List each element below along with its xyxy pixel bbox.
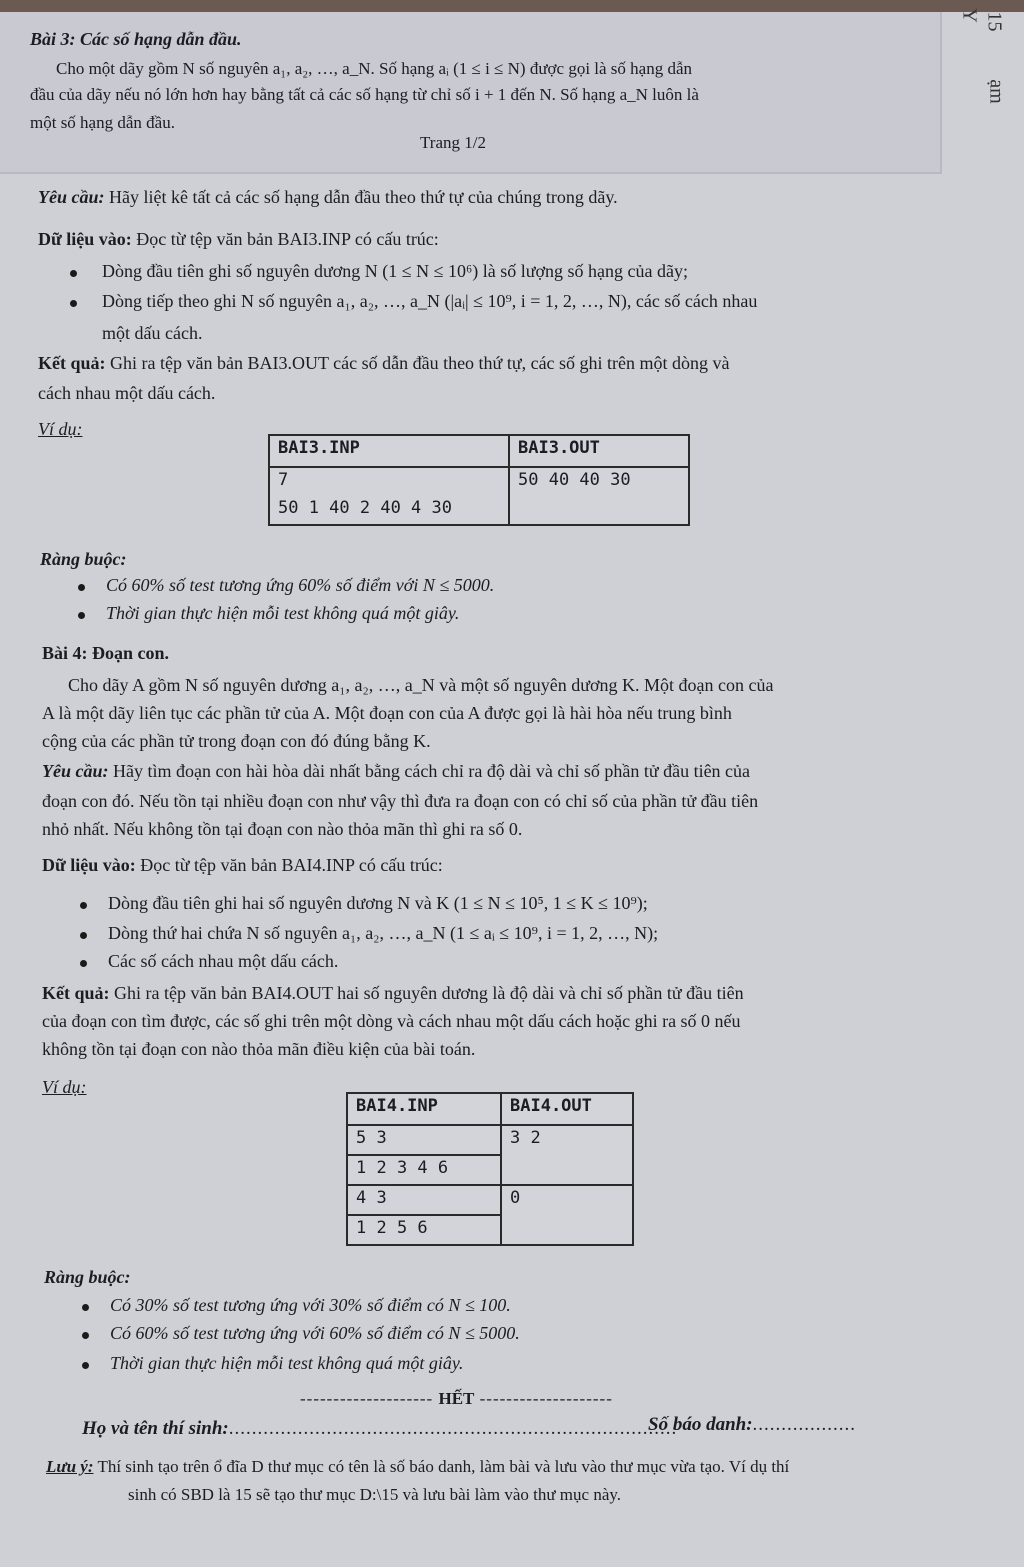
bai4-output-line1: Ghi ra tệp văn bản BAI4.OUT hai số nguyên dương là độ dài và chỉ số phần tử đầu tiên <box>114 983 744 1003</box>
bullet <box>82 1362 89 1369</box>
bai3-input-text: Đọc từ tệp văn bản BAI3.INP có cấu trúc: <box>136 229 439 249</box>
bai4-input-label: Dữ liệu vào: <box>42 855 136 875</box>
bai4-yeu-cau-line3: nhỏ nhất. Nếu không tồn tại đoạn con nào thỏa mãn thì ghi ra số 0. <box>42 819 523 839</box>
note-line2: sinh có SBD là 15 sẽ tạo thư mục D:\15 và lưu bài làm vào thư mục này. <box>128 1485 622 1504</box>
bai4-output-line2: của đoạn con tìm được, các số ghi trên một dòng và cách nhau một dấu cách hoặc ghi ra số 0 nếu <box>42 1011 741 1031</box>
margin-mark-2: 15 <box>983 11 1006 32</box>
bai3-output-label: Kết quả: <box>38 353 106 373</box>
bai3-input-label: Dữ liệu vào: <box>38 229 132 249</box>
bullet <box>70 300 77 307</box>
bai4-table-r1-inp2: 1 2 3 4 6 <box>347 1155 501 1185</box>
bullet <box>80 960 87 967</box>
bullet <box>80 902 87 909</box>
bullet <box>82 1332 89 1339</box>
bullet <box>80 932 87 939</box>
margin-mark-3: ạm <box>985 79 1008 104</box>
bai4-constraint2: Có 60% số test tương ứng với 60% số điểm có N ≤ 5000. <box>110 1323 520 1343</box>
bai3-constraint2: Thời gian thực hiện mỗi test không quá một giây. <box>106 603 460 623</box>
bai3-example-table <box>268 434 690 526</box>
note-line1 <box>46 1456 789 1478</box>
bai3-input-bullet2a: Dòng tiếp theo ghi N số nguyên a₁, a₂, …, a_N (|aᵢ| ≤ 10⁹, i = 1, 2, …, N), các số cách nhau <box>102 291 758 311</box>
bai4-input-bullet2: Dòng thứ hai chứa N số nguyên a₁, a₂, …, a_N (1 ≤ aᵢ ≤ 10⁹, i = 1, 2, …, N); <box>108 923 659 943</box>
bai4-output-label: Kết quả: <box>42 983 110 1003</box>
note-text1: Thí sinh tạo trên ổ đĩa D thư mục có tên là số báo danh, làm bài và lưu vào thư mục vừa tạo. Ví dụ thí <box>97 1457 790 1476</box>
sbd-label: Số báo danh: <box>648 1414 753 1435</box>
bullet <box>82 1304 89 1311</box>
bai3-table-header-out: BAI3.OUT <box>509 435 689 467</box>
bai4-table-header-out: BAI4.OUT <box>501 1093 633 1125</box>
note-label: Lưu ý: <box>46 1457 94 1476</box>
bai4-intro-line2: A là một dãy liên tục các phần tử của A. Một đoạn con của A được gọi là hài hòa nếu trung bình <box>42 703 732 723</box>
bai3-intro-line1: Cho một dãy gồm N số nguyên a₁, a₂, …, a_N. Số hạng aᵢ (1 ≤ i ≤ N) được gọi là số hạng dẫn <box>56 59 693 78</box>
candidate-name-label: Họ và tên thí sinh: <box>82 1418 229 1439</box>
end-mark-text: HẾT <box>438 1389 475 1408</box>
bai4-example-label: Ví dụ: <box>42 1077 87 1097</box>
bai3-table-inp-line2: 50 1 40 2 40 4 30 <box>269 496 509 525</box>
bai4-input-bullet1: Dòng đầu tiên ghi hai số nguyên dương N và K (1 ≤ N ≤ 10⁵, 1 ≤ K ≤ 10⁹); <box>108 893 648 913</box>
bai4-title-text: Bài 4: Đoạn con. <box>42 643 170 663</box>
bai4-input-bullet3: Các số cách nhau một dấu cách. <box>108 951 339 971</box>
bai4-intro-line1: Cho dãy A gồm N số nguyên dương a₁, a₂, …, a_N và một số nguyên dương K. Một đoạn con của <box>68 675 774 695</box>
bai3-yeu-cau-label: Yêu cầu: <box>38 187 105 207</box>
bai3-constraint1: Có 60% số test tương ứng 60% số điểm với N ≤ 5000. <box>106 575 495 595</box>
bai4-yeu-cau-line2: đoạn con đó. Nếu tồn tại nhiều đoạn con như vậy thì đưa ra đoạn con có chỉ số của phần tử đầu tiên <box>42 791 759 811</box>
bai3-output-text2: cách nhau một dấu cách. <box>38 383 216 403</box>
bullet <box>78 612 85 619</box>
bai4-table-header-inp: BAI4.INP <box>347 1093 501 1125</box>
bai4-table-r1-out: 3 2 <box>501 1125 633 1185</box>
bai4-title <box>42 642 169 664</box>
bai4-yeu-cau <box>42 760 750 782</box>
margin-marks <box>954 0 1024 140</box>
bai4-table-r2-out: 0 <box>501 1185 633 1245</box>
end-mark: -------------------- HẾT -------------------- <box>300 1389 613 1408</box>
bai3-intro-line3: một số hạng dẫn đầu. <box>30 113 175 132</box>
bai4-output-line3: không tồn tại đoạn con nào thỏa mãn điều kiện của bài toán. <box>42 1039 476 1059</box>
bai3-input <box>38 228 439 250</box>
bai3-example-label: Ví dụ: <box>38 419 83 439</box>
bai3-constraints-label: Ràng buộc: <box>40 549 127 569</box>
page-number: Trang 1/2 <box>420 133 486 152</box>
bullet <box>70 270 77 277</box>
bai4-constraint3: Thời gian thực hiện mỗi test không quá một giây. <box>110 1353 464 1373</box>
bai3-intro-line2: đầu của dãy nếu nó lớn hơn hay bằng tất cả các số hạng từ chỉ số i + 1 đến N. Số hạng a_N luôn là <box>30 85 699 104</box>
bai4-yeu-cau-label: Yêu cầu: <box>42 761 109 781</box>
bai3-table-header-inp: BAI3.INP <box>269 435 509 467</box>
bai4-example-table <box>346 1092 634 1246</box>
bai4-table-r1-inp1: 5 3 <box>347 1125 501 1155</box>
bai3-input-bullet1: Dòng đầu tiên ghi số nguyên dương N (1 ≤ N ≤ 10⁶) là số lượng số hạng của dãy; <box>102 261 689 281</box>
bai4-output <box>42 982 744 1004</box>
sbd-line: Số báo danh:.................. <box>648 1414 857 1435</box>
margin-mark-1: Y <box>958 8 981 23</box>
bai3-title: Bài 3: Các số hạng dẫn đầu. <box>30 29 242 49</box>
bai3-table-out-line1: 50 40 40 30 <box>509 467 689 525</box>
bai4-input-text: Đọc từ tệp văn bản BAI4.INP có cấu trúc: <box>140 855 443 875</box>
bai4-yeu-cau-line1: Hãy tìm đoạn con hài hòa dài nhất bằng cách chỉ ra độ dài và chỉ số phần tử đầu tiên của <box>113 761 751 781</box>
bai3-output <box>38 352 730 374</box>
bai4-input <box>42 854 443 876</box>
bai4-constraint1: Có 30% số test tương ứng với 30% số điểm có N ≤ 100. <box>110 1295 511 1315</box>
bai4-intro-line3: cộng của các phần tử trong đoạn con đó đúng bằng K. <box>42 731 431 751</box>
bai4-table-r2-inp2: 1 2 5 6 <box>347 1215 501 1245</box>
bai3-yeu-cau-text: Hãy liệt kê tất cả các số hạng dẫn đầu theo thứ tự của chúng trong dãy. <box>109 187 618 207</box>
bai3-yeu-cau <box>38 186 618 208</box>
background-edge <box>0 0 1024 12</box>
bai3-input-bullet2b: một dấu cách. <box>102 323 203 343</box>
bai3-output-text1: Ghi ra tệp văn bản BAI3.OUT các số dẫn đầu theo thứ tự, các số ghi trên một dòng và <box>110 353 730 373</box>
bullet <box>78 584 85 591</box>
bai4-constraints-label: Ràng buộc: <box>44 1267 131 1287</box>
bai4-table-r2-inp1: 4 3 <box>347 1185 501 1215</box>
bai3-table-inp-line1: 7 <box>269 467 509 496</box>
candidate-name-line: Họ và tên thí sinh:.............................................................................. <box>82 1418 678 1439</box>
